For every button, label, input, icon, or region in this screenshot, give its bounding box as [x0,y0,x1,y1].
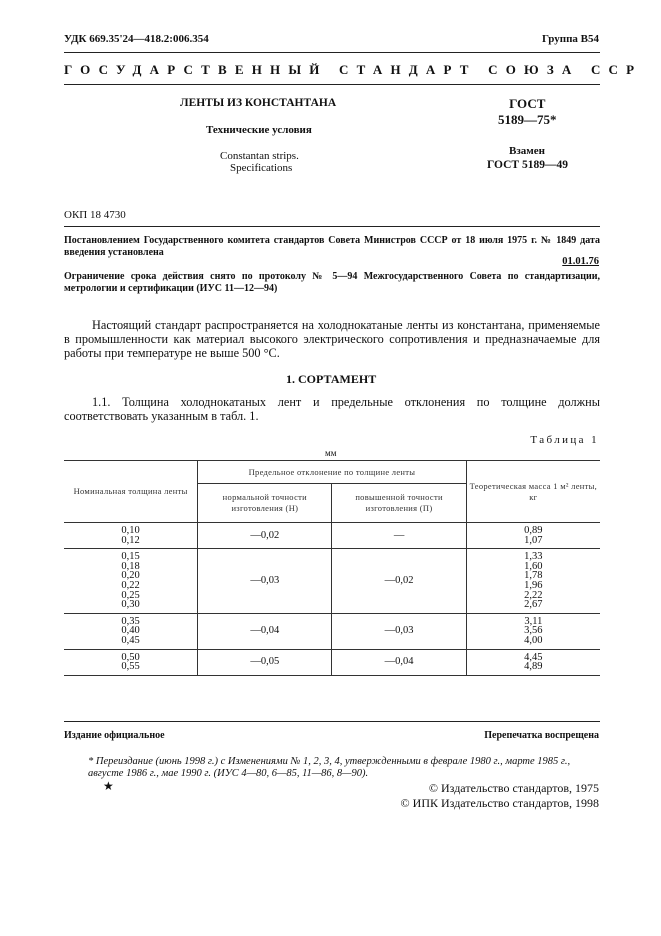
mass-cell-value: 1,96 [524,579,543,591]
gost-label: ГОСТ [509,96,546,111]
mass-cell-value: 3,56 [524,625,543,637]
reissue-note: * Переиздание (июнь 1998 г.) с Изменениями № 1, 2, 3, 4, утвержденными в феврале 1980 г., марте 1985 г., августе 1986 г., мае 1990 г. (ИУС 4—80, 6—85, 11—86, 8—90). [88,756,571,779]
copyright-1975: © Издательство стандартов, 1975 [428,781,599,795]
mass-cell [466,613,600,649]
intro-paragraph: Настоящий стандарт распространяется на холоднокатаные ленты из константана, применяемые в промышленности как материал высокого электрического сопротивления и предназначаемые для работы при температуре не выше 500 °С. [64,318,600,360]
mass-cell-value: 1,07 [524,534,543,546]
table-row [64,549,600,614]
thickness-cell [64,613,198,649]
mass-cell [466,649,600,675]
clause-1-1: 1.1. Толщина холоднокатаных лент и предельные отклонения по толщине должны соответствовать указанным в табл. 1. [64,395,600,423]
section-title: 1. СОРТАМЕНТ [286,372,377,386]
table-row [64,523,600,549]
table-row-group [64,549,600,614]
edition-label: Издание официальное [64,730,165,741]
thickness-cell [64,549,198,614]
table-unit: мм [325,448,337,458]
col-high-header: повышенной точности изготовления (П) [332,484,466,523]
col-thickness-header: Номинальная толщина ленты [64,461,198,523]
banner-rule [64,84,600,85]
mass-cell [466,549,600,614]
thickness-cell-value: 0,50 [121,651,140,663]
thickness-cell-value: 0,12 [121,534,140,546]
english-title: Constantan strips. [220,150,299,162]
normal-deviation-cell: —0,05 [198,649,332,675]
limitation-text: Ограничение срока действия снято по протоколу № 5—94 Межгосударственного Совета по стандартизации, метрологии и сертификации (ИУС 11—12—94) [64,271,600,294]
thickness-table [64,460,600,676]
mass-cell [466,523,600,549]
thickness-cell-value: 0,45 [121,634,140,646]
thickness-cell [64,649,198,675]
thickness-cell-value: 0,25 [121,589,140,601]
col-deviation-header: Предельное отклонение по толщине ленты [198,461,466,484]
mass-cell-value: 0,89 [524,525,543,536]
reprint-label: Перепечатка воспрещена [484,730,599,741]
thickness-cell-value: 0,20 [121,570,140,582]
mass-cell-value: 4,45 [524,651,543,663]
thickness-cell-value: 0,30 [121,599,140,611]
mass-cell-value: 4,89 [524,661,543,673]
table-row-group [64,523,600,549]
table-row [64,613,600,649]
replaces-value: ГОСТ 5189—49 [487,159,568,171]
okp-rule [64,226,600,227]
mass-cell-value: 2,22 [524,589,543,601]
udk-code: УДК 669.35'24—418.2:006.354 [64,33,209,45]
decree-text: Постановлением Государственного комитета стандартов Совета Министров СССР от 18 июля 1975 г. № 1849 дата введения установлена [64,235,600,258]
mass-cell-value: 2,67 [524,599,543,611]
high-deviation-cell: —0,04 [332,649,466,675]
thickness-cell [64,523,198,549]
high-deviation-cell: —0,03 [332,613,466,649]
english-subtitle: Specifications [230,162,293,174]
star-icon: ★ [103,779,114,793]
thickness-cell-value: 0,15 [121,551,140,563]
normal-deviation-cell: —0,04 [198,613,332,649]
thickness-cell-value: 0,55 [121,661,140,673]
table-row [64,649,600,675]
high-deviation-cell: —0,02 [332,549,466,614]
table-row-group [64,649,600,675]
normal-deviation-cell: —0,02 [198,523,332,549]
gost-number: 5189—75* [498,112,557,127]
state-standard-banner: ГОСУДАРСТВЕННЫЙ СТАНДАРТ СОЮЗА ССР [64,62,643,77]
effective-date: 01.01.76 [562,256,599,267]
replaces-label: Взамен [509,145,545,157]
table-row-group [64,613,600,649]
mass-cell-value: 4,00 [524,634,543,646]
mass-cell-value: 3,11 [524,615,543,627]
copyright-1998: © ИПК Издательство стандартов, 1998 [400,796,599,810]
mass-cell-value: 1,33 [524,551,543,563]
thickness-cell-value: 0,10 [121,525,140,536]
thickness-cell-value: 0,22 [121,579,140,591]
normal-deviation-cell: —0,03 [198,549,332,614]
document-subtitle: Технические условия [206,124,312,136]
document-title: ЛЕНТЫ ИЗ КОНСТАНТАНА [180,97,337,109]
thickness-cell-value: 0,18 [121,560,140,572]
high-deviation-cell: — [332,523,466,549]
group-code: Группа В54 [541,33,599,45]
thickness-cell-value: 0,40 [121,625,140,637]
top-rule [64,52,600,53]
mass-cell-value: 1,60 [524,560,543,572]
gost-designation [498,96,557,128]
okp-code: ОКП 18 4730 [64,209,126,221]
thickness-cell-value: 0,35 [121,615,140,627]
footer-rule [64,721,600,722]
col-normal-header: нормальной точности изготовления (Н) [198,484,332,523]
col-mass-header: Теоретическая масса 1 м² ленты, кг [469,480,598,502]
table-caption: Таблица 1 [530,434,599,446]
mass-cell-value: 1,78 [524,570,543,582]
